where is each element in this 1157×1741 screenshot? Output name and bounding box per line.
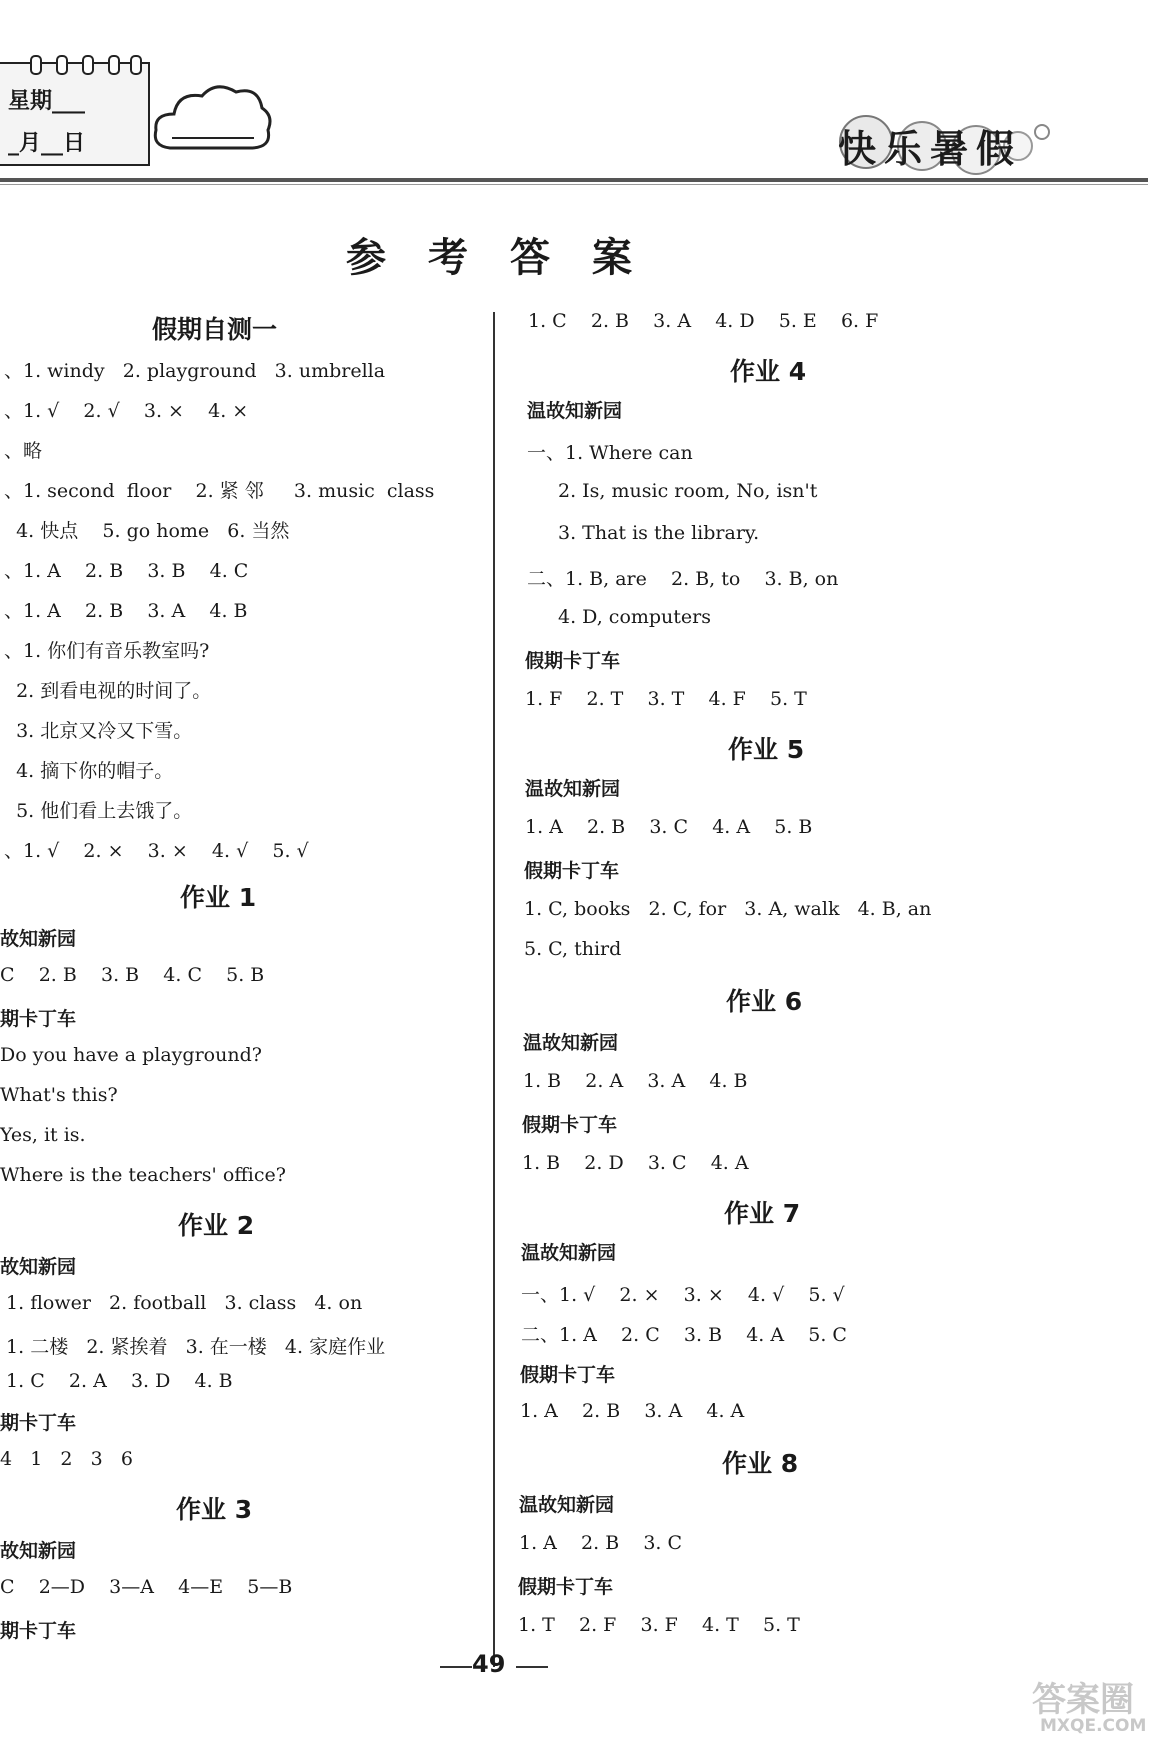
footer-dash-left [440,1666,472,1668]
answer-line: Do you have a playground? [0,1044,262,1066]
subsection-heading: 温故知新园 [527,400,623,422]
subsection-heading: 故知新园 [0,928,77,950]
answer-line: 5. 他们看上去饿了。 [4,800,193,822]
subsection-heading: 故知新园 [0,1256,77,1278]
answer-line: 1. A 2. B 3. C 4. A 5. B [525,816,813,838]
page-number: 49 [472,1650,506,1678]
subsection-heading: 假期卡丁车 [522,1114,618,1136]
section-heading: 作业 5 [728,735,805,764]
answer-line: 1. 二楼 2. 紧挨着 3. 在一楼 4. 家庭作业 [0,1336,386,1358]
answer-line: 2. Is, music room, No, isn't [558,480,818,502]
section-heading: 作业 2 [178,1211,255,1240]
answer-line: Yes, it is. [0,1124,86,1146]
answer-line: 4. 快点 5. go home 6. 当然 [4,520,290,542]
answer-line: 3. That is the library. [558,522,760,544]
answer-line: 1. A 2. B 3. C [519,1532,683,1554]
answer-line: Where is the teachers' office? [0,1164,286,1186]
section-heading: 作业 6 [726,987,803,1016]
answer-line: 1. C 2. B 3. A 4. D 5. E 6. F [528,310,879,332]
subsection-heading: 假期卡丁车 [525,650,621,672]
answer-line: 二、1. A 2. C 3. B 4. A 5. C [521,1324,847,1346]
answer-line: 1. F 2. T 3. T 4. F 5. T [525,688,807,710]
subsection-heading: 假期卡丁车 [524,860,620,882]
section-heading: 作业 7 [724,1199,801,1228]
answer-line: 4 1 2 3 6 [0,1448,133,1470]
subsection-heading: 期卡丁车 [0,1412,77,1434]
answer-line: 、略 [4,440,43,462]
answer-line: 2. 到看电视的时间了。 [4,680,212,702]
answer-line: 1. flower 2. football 3. class 4. on [0,1292,363,1314]
subsection-heading: 期卡丁车 [0,1620,77,1642]
answer-line: 5. C, third [524,938,622,960]
answer-line: 一、1. Where can [527,442,693,464]
subsection-heading: 假期卡丁车 [518,1576,614,1598]
brand-text: 快乐暑假 [838,127,1023,171]
answer-line: 1. T 2. F 3. F 4. T 5. T [518,1614,800,1636]
subsection-heading: 温故知新园 [523,1032,619,1054]
answer-line: 3. 北京又冷又下雪。 [4,720,193,742]
section-heading: 作业 1 [180,883,257,912]
date-label: _月__日 [8,131,86,156]
week-label: 星期___ [8,89,86,114]
answer-line: 、1. second floor 2. 紧 邻 3. music class [4,480,435,502]
calendar-box [0,62,150,166]
section-heading: 作业 8 [722,1449,799,1478]
answer-line: 、1. √ 2. √ 3. × 4. × [4,400,249,422]
subsection-heading: 期卡丁车 [0,1008,77,1030]
watermark-logo: 答案圈 [1032,1680,1134,1720]
answer-line: 、1. A 2. B 3. B 4. C [4,560,249,582]
footer-dash-right [516,1666,548,1668]
section-heading: 假期自测一 [152,315,278,344]
page-title: 参考答案 [346,235,674,281]
subsection-heading: 温故知新园 [521,1242,617,1264]
section-heading: 作业 3 [176,1495,253,1524]
answer-line: 、1. √ 2. × 3. × 4. √ 5. √ [4,840,309,862]
answer-line: 1. C, books 2. C, for 3. A, walk 4. B, an [524,898,932,920]
answer-line: 4. 摘下你的帽子。 [4,760,174,782]
answer-line: 1. A 2. B 3. A 4. A [520,1400,745,1422]
answer-line: 1. B 2. A 3. A 4. B [523,1070,748,1092]
answer-line: 、1. windy 2. playground 3. umbrella [4,360,386,382]
answer-line: 二、1. B, are 2. B, to 3. B, on [527,568,839,590]
subsection-heading: 假期卡丁车 [520,1364,616,1386]
answer-line: What's this? [0,1084,118,1106]
subsection-heading: 温故知新园 [519,1494,615,1516]
column-divider [493,312,495,1667]
answer-line: 、1. A 2. B 3. A 4. B [4,600,248,622]
header-rule-thin [0,184,1148,185]
cloud-icon [150,78,275,158]
answer-line: 1. C 2. A 3. D 4. B [0,1370,233,1392]
answer-line: 1. B 2. D 3. C 4. A [522,1152,749,1174]
subsection-heading: 温故知新园 [525,778,621,800]
watermark-url: MXQE.COM [1040,1716,1147,1736]
answer-line: 、1. 你们有音乐教室吗? [4,640,210,662]
subsection-heading: 故知新园 [0,1540,77,1562]
answer-line: 4. D, computers [558,606,712,628]
answer-line: C 2—D 3—A 4—E 5—B [0,1576,293,1598]
answer-line: 一、1. √ 2. × 3. × 4. √ 5. √ [521,1284,845,1306]
section-heading: 作业 4 [730,357,807,386]
answer-line: C 2. B 3. B 4. C 5. B [0,964,265,986]
